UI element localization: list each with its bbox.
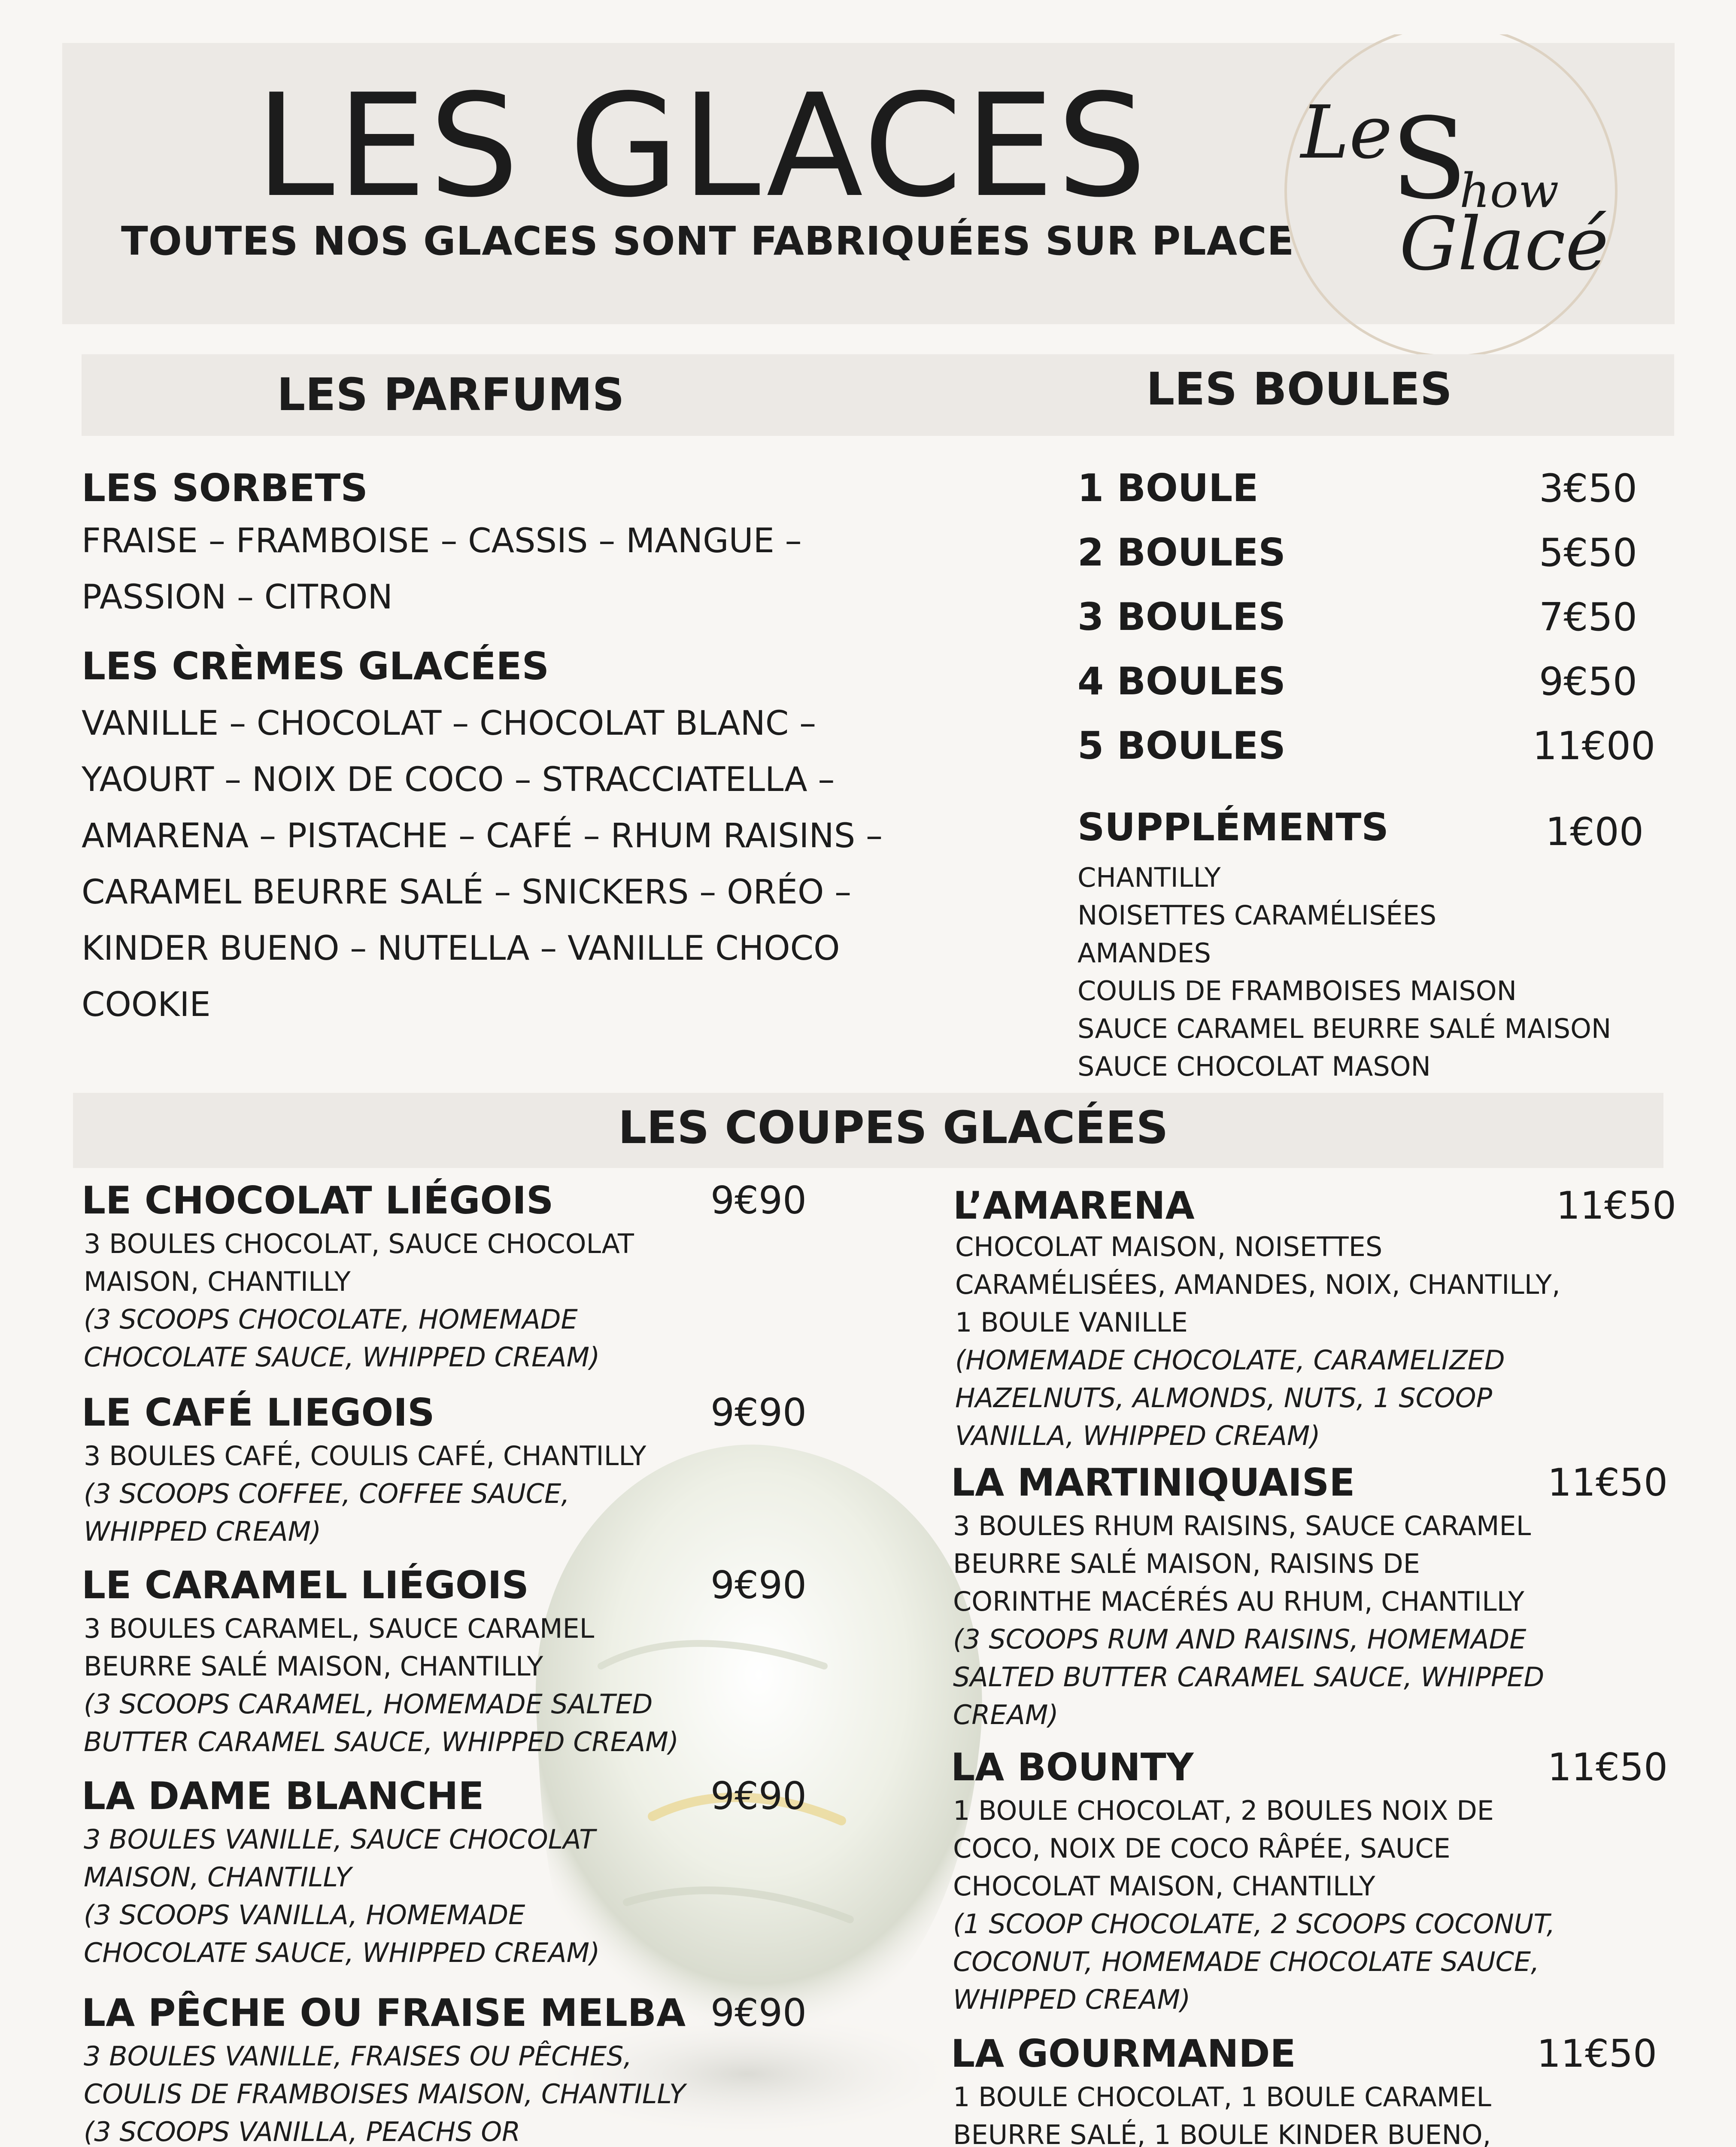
coupe-translation: (HOMEMADE CHOCOLATE, CARAMELIZED HAZELNUTS, ALMONDS, NUTS, 1 SCOOP VANILLA, WHIPPED CREAM) <box>955 1344 1505 1451</box>
coupe-name: LA GOURMANDE <box>951 2031 1296 2076</box>
boule-row-5-label: 5 BOULES <box>1077 724 1286 768</box>
supplement-item: SAUCE CHOCOLAT MASON <box>1077 1051 1431 1082</box>
supplement-item: NOISETTES CARAMÉLISÉES <box>1077 900 1437 931</box>
logo-s: S <box>1391 94 1468 224</box>
coupe-translation: (3 SCOOPS COFFEE, COFFEE SAUCE, WHIPPED CREAM) <box>84 1478 570 1547</box>
brand-logo <box>1262 34 1640 361</box>
logo-le: Le <box>1301 90 1393 175</box>
supplements-price: 1€00 <box>1545 809 1644 855</box>
supplements-title: SUPPLÉMENTS <box>1077 805 1389 849</box>
coupe-description: 1 BOULE CHOCOLAT, 2 BOULES NOIX DE COCO, NOIX DE COCO RÂPÉE, SAUCE CHOCOLAT MAISON, CHANTILLY <box>953 1795 1494 1902</box>
coupe-translation: (3 SCOOPS CARAMEL, HOMEMADE SALTED BUTTER CARAMEL SAUCE, WHIPPED CREAM) <box>84 1688 679 1758</box>
coupe-description: 3 BOULES CHOCOLAT, SAUCE CHOCOLAT MAISON, CHANTILLY <box>84 1228 634 1297</box>
coupe-price: 11€50 <box>1548 1460 1668 1505</box>
coupe-price: 9€90 <box>710 1774 807 1818</box>
boule-row-1-price: 3€50 <box>1539 466 1638 511</box>
coupe-price: 9€90 <box>710 1178 807 1223</box>
cremes-list: VANILLE – CHOCOLAT – CHOCOLAT BLANC – YAOURT – NOIX DE COCO – STRACCIATELLA – AMARENA – PISTACHE – CAFÉ – RHUM RAISINS – CARAMEL BEURRE SALÉ – SNICKERS – ORÉO – KINDER BUENO – NUTELLA – VANILLE CHOCO COOKIE <box>82 704 883 1024</box>
boule-row-4-label: 4 BOULES <box>1077 659 1286 703</box>
coupe-name: LE CAFÉ LIEGOIS <box>82 1390 435 1435</box>
coupe-name: LA PÊCHE OU FRAISE MELBA <box>82 1991 686 2035</box>
coupe-name: LE CARAMEL LIÉGOIS <box>82 1563 529 1607</box>
coupe-name: LA MARTINIQUAISE <box>951 1460 1355 1505</box>
coupe-price: 11€50 <box>1556 1183 1676 1228</box>
coupe-translation: (3 SCOOPS VANILLA, HOMEMADE CHOCOLATE SAUCE, WHIPPED CREAM) <box>84 1899 600 1968</box>
coupe-description: 1 BOULE CHOCOLAT, 1 BOULE CARAMEL BEURRE SALÉ, 1 BOULE KINDER BUENO, <box>953 2081 1491 2147</box>
coupe-description: 3 BOULES VANILLE, FRAISES OU PÊCHES, COULIS DE FRAMBOISES MAISON, CHANTILLY <box>84 2041 686 2110</box>
boule-row-1-label: 1 BOULE <box>1077 466 1259 510</box>
coupe-description: CHOCOLAT MAISON, NOISETTES CARAMÉLISÉES, AMANDES, NOIX, CHANTILLY, 1 BOULE VANILLE <box>955 1231 1560 1338</box>
coupe-translation: (1 SCOOP CHOCOLATE, 2 SCOOPS COCONUT, COCONUT, HOMEMADE CHOCOLATE SAUCE, WHIPPED CREAM) <box>953 1908 1555 2015</box>
sorbets-title: LES SORBETS <box>82 466 368 510</box>
boule-row-5-price: 11€00 <box>1533 724 1656 769</box>
boules-heading: LES BOULES <box>1146 363 1452 415</box>
coupes-heading: LES COUPES GLACÉES <box>618 1101 1168 1154</box>
coupe-name: L’AMARENA <box>953 1183 1195 1228</box>
coupe-price: 11€50 <box>1537 2031 1657 2076</box>
coupe-name: LE CHOCOLAT LIÉGOIS <box>82 1178 554 1223</box>
supplement-item: CHANTILLY <box>1077 862 1221 893</box>
coupe-translation: (3 SCOOPS CHOCOLATE, HOMEMADE CHOCOLATE SAUCE, WHIPPED CREAM) <box>84 1304 600 1373</box>
coupe-price: 11€50 <box>1548 1745 1668 1789</box>
coupe-description: 3 BOULES RHUM RAISINS, SAUCE CARAMEL BEURRE SALÉ MAISON, RAISINS DE CORINTHE MACÉRÉS AU RHUM, CHANTILLY <box>953 1510 1531 1617</box>
coupe-translation: (3 SCOOPS VANILLA, PEACHS OR <box>84 2116 521 2147</box>
coupe-price: 9€90 <box>710 1390 807 1435</box>
page-title: LES GLACES <box>255 64 1150 228</box>
supplement-item: COULIS DE FRAMBOISES MAISON <box>1077 975 1517 1007</box>
coupe-description: 3 BOULES CARAMEL, SAUCE CARAMEL BEURRE SALÉ MAISON, CHANTILLY <box>84 1613 595 1682</box>
coupe-price: 9€90 <box>710 1991 807 2035</box>
boule-row-3-label: 3 BOULES <box>1077 595 1286 639</box>
logo-glace: Glacé <box>1399 202 1609 287</box>
coupe-description: 3 BOULES CAFÉ, COULIS CAFÉ, CHANTILLY <box>84 1440 646 1472</box>
parfums-heading: LES PARFUMS <box>277 368 625 421</box>
coupe-price: 9€90 <box>710 1563 807 1607</box>
boule-row-3-price: 7€50 <box>1539 595 1638 640</box>
coupe-name: LA BOUNTY <box>951 1745 1194 1789</box>
supplement-item: SAUCE CARAMEL BEURRE SALÉ MAISON <box>1077 1013 1612 1044</box>
page-subtitle: TOUTES NOS GLACES SONT FABRIQUÉES SUR PLACE <box>121 218 1295 264</box>
boule-row-2-price: 5€50 <box>1539 530 1638 575</box>
supplement-item: AMANDES <box>1077 937 1211 969</box>
coupe-description: 3 BOULES VANILLE, SAUCE CHOCOLAT MAISON, CHANTILLY <box>84 1824 596 1893</box>
boule-row-2-label: 2 BOULES <box>1077 530 1286 575</box>
logo-how: how <box>1460 163 1559 218</box>
coupe-translation: (3 SCOOPS RUM AND RAISINS, HOMEMADE SALTED BUTTER CARAMEL SAUCE, WHIPPED CREAM) <box>953 1624 1545 1730</box>
sorbets-list: FRAISE – FRAMBOISE – CASSIS – MANGUE – PASSION – CITRON <box>82 522 802 617</box>
cremes-title: LES CRÈMES GLACÉES <box>82 644 549 688</box>
coupe-name: LA DAME BLANCHE <box>82 1774 484 1818</box>
boule-row-4-price: 9€50 <box>1539 659 1638 704</box>
